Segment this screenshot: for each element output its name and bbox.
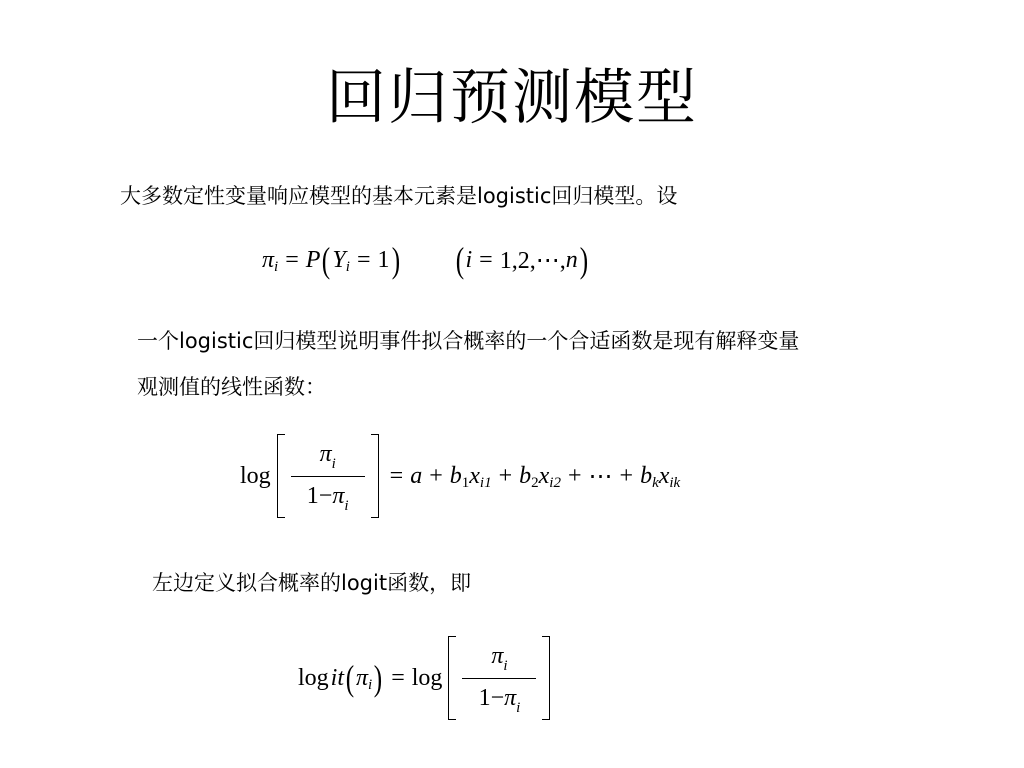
square-bracket-group	[448, 636, 550, 720]
equals-sign: =	[391, 664, 405, 691]
logit-definition-formula: log it ( π i ) = log $\frac{\pi_i}{1-\pi_i}$	[298, 636, 554, 720]
pi-symbol: π	[262, 246, 275, 273]
right-paren: )	[579, 240, 588, 280]
left-paren: (	[455, 240, 464, 280]
subscript-i: i	[345, 258, 350, 275]
plus-sign: +	[429, 462, 443, 489]
variable-x-i2: x	[538, 462, 550, 489]
coefficient-b2: b	[519, 462, 532, 489]
logit-function-it-part: it	[330, 664, 345, 691]
log-function: log	[240, 462, 271, 489]
square-bracket-group	[277, 434, 379, 518]
equals-sign: =	[389, 462, 404, 489]
probability-symbol: P	[305, 246, 321, 273]
left-paren: (	[345, 658, 355, 698]
pi-symbol: π	[356, 664, 369, 691]
coefficient-bk: b	[640, 462, 653, 489]
response-variable: Y	[332, 246, 346, 273]
fraction-numerator: $\pi_i$	[291, 437, 365, 477]
model-description-line-1: 一个logistic回归模型说明事件拟合概率的一个合适函数是现有解释变量	[137, 329, 800, 353]
odds-fraction	[285, 434, 371, 518]
intercept: a	[410, 462, 423, 489]
intro-paragraph: 大多数定性变量响应模型的基本元素是logistic回归模型。设	[120, 184, 678, 208]
value-one: 1	[377, 246, 390, 273]
index-upper-bound: n	[565, 246, 578, 273]
index-range: 1,2,⋯,	[499, 247, 566, 274]
index-variable: i	[465, 246, 473, 273]
equals-sign: =	[479, 246, 493, 273]
left-paren: (	[322, 240, 331, 280]
fraction-numerator: $\pi_i$	[462, 639, 536, 679]
variable-x-i1: x	[469, 462, 480, 489]
page-title: 回归预测模型	[326, 63, 698, 133]
log-function: log	[411, 664, 443, 691]
equals-sign: =	[356, 246, 371, 273]
plus-sign: +	[498, 462, 513, 489]
logistic-regression-formula: log $\frac{\pi_i}{1-\pi_i}$ = a + b 1 x i1 + b 2 x i2 + ⋯ + b k x ik	[240, 434, 680, 518]
coefficient-b1: b	[449, 462, 462, 489]
probability-definition-formula	[262, 236, 590, 284]
model-description-line-2: 观测值的线性函数：	[137, 375, 326, 399]
model-description-paragraph	[137, 318, 957, 410]
fraction-denominator: $1-\pi_i$	[478, 684, 521, 716]
plus-sign: +	[619, 462, 634, 489]
logit-function-log-part: log	[298, 664, 329, 691]
equals-sign: =	[285, 246, 299, 273]
odds-fraction	[456, 636, 542, 720]
ellipsis: ⋯	[588, 463, 613, 490]
right-paren: )	[374, 658, 383, 698]
plus-sign: +	[567, 462, 582, 489]
subscript-i: i	[274, 258, 279, 275]
logit-description-paragraph: 左边定义拟合概率的logit函数，即	[152, 571, 472, 595]
variable-x-ik: x	[658, 462, 670, 489]
fraction-denominator: $1-\pi_i$	[306, 482, 349, 514]
right-paren: )	[391, 240, 400, 280]
